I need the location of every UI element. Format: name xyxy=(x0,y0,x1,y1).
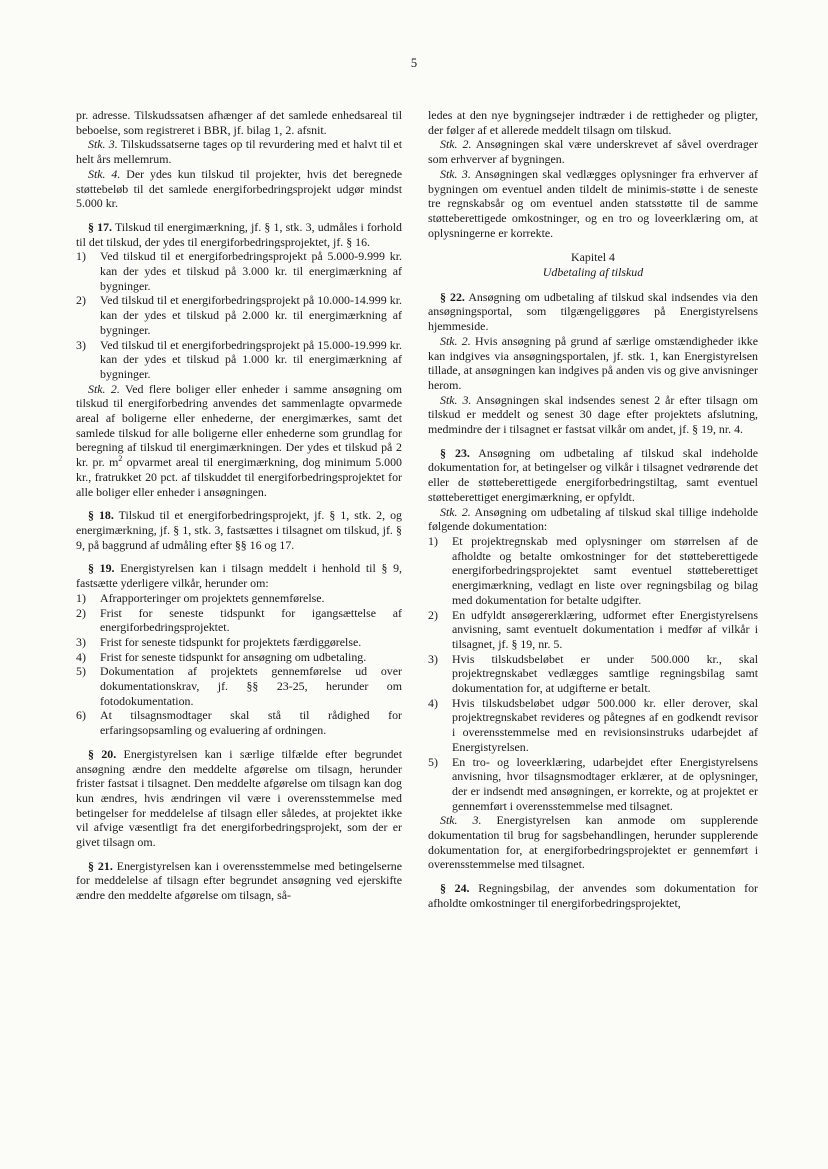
paragraph-text: Ansøgningen skal vedlægges oplysninger fra erhverver af bygningen om eventuel anden tildelt de minimis-støtte i de seneste tre regnskabsår og om eventuel anden statsstøtte til de samme støtteberettigede omkostninger, og en tro og loveerklæring om, at oplysningerne er korrekte. xyxy=(428,166,759,240)
list-text: Afrapporteringer om projektets gennemførelse. xyxy=(100,590,325,605)
section-text: Tilskud til et energiforbedringsprojekt, jf. § 1, stk. 2, og energimærkning, jf. § 1, stk. 3, fastsættes i tilsagnet om tilskud, jf. § 9, på baggrund af udmåling efter §§ 16 og 17. xyxy=(76,508,403,552)
list-number: 5) xyxy=(428,754,438,769)
section-18 xyxy=(76,508,402,552)
list-text: Frist for seneste tidspunkt for igangsættelse af energiforbedringsprojektet. xyxy=(100,605,402,635)
paragraph xyxy=(428,393,758,437)
paragraph-text: Ansøgningen skal være underskrevet af såvel overdrager som erhverver af bygningen. xyxy=(428,137,759,167)
stk-label: Stk. 2. xyxy=(440,504,471,519)
list-text: Et projektregnskab med oplysninger om størrelsen af de afholdte og betalte omkostninger for det støtteberettigede energiforbedringsprojektet samt eventuel støtteberettiget energimærkning, vedlagt en liste over regningsbilag og bilag med dokumentation for betalte udgifter. xyxy=(452,533,758,607)
paragraph-text: Ansøgningen skal indsendes senest 2 år efter tilsagn om tilskud er meddelt og senest 30 dage efter projektets afslutning, medmindre der i tilsagnet er fastsat vilkår om andet, jf. § 19, nr. 4. xyxy=(428,392,758,437)
paragraph xyxy=(428,505,758,534)
paragraph: pr. adresse. Tilskudssatsen afhænger af det samlede enhedsareal til beboelse, som registreret i BBR, jf. bilag 1, 2. afsnit. xyxy=(76,108,402,137)
list-text: En udfyldt ansøgererklæring, udformet efter Energistyrelsens anvisning, samt eventuelt dokumentation i medfør af vilkår i tilsagnet, jf. § 19, nr. 5. xyxy=(452,607,758,651)
section-text: Regningsbilag, der anvendes som dokumentation for afholdte omkostninger til energiforbedringsprojektet, xyxy=(428,881,759,910)
section-number: § 21. xyxy=(88,858,113,873)
list-item xyxy=(76,591,402,606)
paragraph-text: Ved flere boliger eller enheder i samme ansøgning om tilskud til energiforbedring anvendes det sammenlagte opvarmede areal af boligerne eller enhederne, der energimærkes, samt det samlede tilskud for alle boligerne eller enhederne som grundlag for beregning af tilskud til energimærkningen. Der ydes et tilskud på 2 kr. pr. m xyxy=(76,381,402,470)
section-text: Ansøgning om udbetaling af tilskud skal indsendes via den ansøgningsportal, som tilgængeliggøres på Energistyrelsens hjemmeside. xyxy=(428,289,759,334)
chapter-heading: Kapitel 4 xyxy=(571,250,615,265)
section-21 xyxy=(76,859,402,903)
list-text: Ved tilskud til et energiforbedringsprojekt på 10.000-14.999 kr. kan der ydes et tilskud på 2.000 kr. til energimærkning af bygninger. xyxy=(100,293,402,337)
list-number: 1) xyxy=(76,249,86,264)
stk-label: Stk. 3. xyxy=(440,166,471,181)
paragraph-text: Der ydes kun tilskud til projekter, hvis det beregnede støttebeløb til det samlede energiforbedringsprojekt udgør mindst 5.000 kr. xyxy=(76,166,403,211)
list-item xyxy=(428,696,758,755)
section-17-list xyxy=(76,249,402,381)
list-text: Frist for seneste tidspunkt for projektets færdiggørelse. xyxy=(100,634,362,649)
list-item xyxy=(76,249,402,293)
section-number: § 22. xyxy=(440,289,465,304)
superscript: 2 xyxy=(118,454,123,464)
list-number: 6) xyxy=(76,708,86,723)
list-text: En tro- og loveerklæring, udarbejdet efter Energistyrelsens anvisning, hvor tilsagnsmodtager erklærer, at de oplysninger, der er indsendt med ansøgningen, er korrekte, og at projektet er gennemført i overensstemmelse med tilsagnet. xyxy=(452,754,758,813)
list-item xyxy=(428,755,758,814)
chapter-title: Udbetaling af tilskud xyxy=(542,265,644,280)
paragraph-text: Hvis ansøgning på grund af særlige omstændigheder ikke kan indgives via ansøgningsportalen, jf. stk. 1, kan Energistyrelsen tillade, at ansøgningen kan indgives på anden vis og give anvisninger herom. xyxy=(428,333,759,392)
list-number: 5) xyxy=(76,664,86,679)
stk-label: Stk. 2. xyxy=(440,137,472,152)
list-item xyxy=(76,606,402,635)
list-item xyxy=(428,534,758,608)
paragraph: ledes at den nye bygningsejer indtræder i de rettigheder og pligter, der følger af et allerede meddelt tilsagn om tilskud. xyxy=(428,108,758,137)
right-column xyxy=(428,108,758,911)
list-number: 1) xyxy=(76,590,86,605)
list-item xyxy=(76,293,402,337)
stk-label: Stk. 2. xyxy=(440,333,471,348)
section-number: § 17. xyxy=(88,219,112,234)
paragraph-text: Tilskudssatserne tages op til revurdering med et halvt til et helt års mellemrum. xyxy=(76,137,402,167)
section-17 xyxy=(76,220,402,249)
list-number: 3) xyxy=(428,651,438,666)
list-text: Hvis tilskudsbeløbet er under 500.000 kr., skal projektregnskabet vedlægges samtlige regningsbilag samt dokumentation for, at udgifterne er betalt. xyxy=(452,651,758,696)
paragraph xyxy=(428,334,758,393)
section-22 xyxy=(428,290,758,334)
paragraph-text: opvarmet areal til energimærkning, dog minimum 5.000 kr., fratrukket 20 pct. af tilskuddet til energiforbedringsprojektet for alle boliger eller enheder i ansøgningen. xyxy=(76,455,402,499)
list-item xyxy=(428,608,758,652)
section-text: Ansøgning om udbetaling af tilskud skal indeholde dokumentation for, at betingelser og vilkår i tilsagnet vedrørende det eller de støtteberettigede energiforbedringstiltag, samt eventuel støtteberettiget energimærkning, er opfyldt. xyxy=(428,445,758,504)
section-19 xyxy=(76,561,402,590)
list-item xyxy=(76,338,402,382)
paragraph xyxy=(428,813,758,872)
paragraph-text: Ansøgning om udbetaling af tilskud skal tillige indeholde følgende dokumentation: xyxy=(428,504,758,534)
list-text: Ved tilskud til et energiforbedringsprojekt på 15.000-19.999 kr. kan der ydes et tilskud på 1.000 kr. til energimærkning af bygninger. xyxy=(100,337,402,381)
list-number: 1) xyxy=(428,533,438,548)
list-text: At tilsagnsmodtager skal stå til rådighed for erfaringsopsamling og evaluering af ordningen. xyxy=(100,708,402,738)
section-number: § 24. xyxy=(440,881,470,896)
stk-label: Stk. 3. xyxy=(440,392,472,407)
section-23-list xyxy=(428,534,758,813)
paragraph xyxy=(76,137,402,166)
stk-label: Stk. 3. xyxy=(440,813,482,828)
list-item xyxy=(76,708,402,737)
section-20 xyxy=(76,747,402,850)
section-text: Tilskud til energimærkning, jf. § 1, stk. 3, udmåles i forhold til det tilskud, der ydes til energiforbedringsprojektet, jf. § 16. xyxy=(76,219,402,249)
section-number: § 19. xyxy=(88,561,115,576)
section-number: § 23. xyxy=(440,445,470,460)
list-text: Dokumentation af projektets gennemførelse ud over dokumentationskrav, jf. §§ 23-25, herunder om fotodokumentation. xyxy=(100,664,402,708)
section-24 xyxy=(428,881,758,910)
page-number: 5 xyxy=(410,56,418,70)
list-number: 3) xyxy=(76,337,86,352)
list-text: Ved tilskud til et energiforbedringsprojekt på 5.000-9.999 kr. kan der ydes et tilskud på 3.000 kr. til energimærkning af bygninger. xyxy=(100,249,402,293)
list-number: 4) xyxy=(76,649,86,664)
section-text: Energistyrelsen kan i overensstemmelse med betingelserne for meddelelse af tilsagn efter begrundet ansøgning ved ejerskifte ændre den meddelte afgørelse om tilsagn, så- xyxy=(76,858,403,903)
list-item xyxy=(76,664,402,708)
left-column xyxy=(76,108,402,903)
stk-label: Stk. 2. xyxy=(88,381,120,396)
list-number: 4) xyxy=(428,695,438,710)
section-text: Energistyrelsen kan i særlige tilfælde efter begrundet ansøgning ændre den meddelte afgørelse om tilsagn, herunder frister fastsat i tilsagnet. Den meddelte afgørelse om tilsagn kan dog kun ændres, hvis ændringen vil være i overensstemmelse med betingelser for meddelelse af tilsagn eller således, at projektet ikke vil afvige væsentligt fra det energiforbedringsprojekt, som der er givet tilsagn om. xyxy=(76,746,403,850)
stk-label: Stk. 3. xyxy=(88,137,118,152)
list-number: 2) xyxy=(76,293,86,308)
paragraph xyxy=(428,137,758,166)
list-text: Hvis tilskudsbeløbet udgør 500.000 kr. eller derover, skal projektregnskabet revideres og påtegnes af en godkendt revisor i overensstemmelse med en revisionsinstruks udarbejdet af Energistyrelsen. xyxy=(452,695,758,754)
section-text: Energistyrelsen kan i tilsagn meddelt i henhold til § 9, fastsætte yderligere vilkår, herunder om: xyxy=(76,561,402,591)
section-23 xyxy=(428,446,758,505)
section-number: § 18. xyxy=(88,508,114,523)
paragraph xyxy=(76,167,402,211)
list-text: Frist for seneste tidspunkt for ansøgning om udbetaling. xyxy=(100,649,367,664)
list-item xyxy=(428,652,758,696)
section-19-list xyxy=(76,591,402,738)
stk-label: Stk. 4. xyxy=(88,166,121,181)
list-item xyxy=(76,650,402,665)
list-item xyxy=(76,635,402,650)
list-number: 2) xyxy=(428,607,438,622)
paragraph xyxy=(428,167,758,241)
section-number: § 20. xyxy=(88,746,117,761)
list-number: 3) xyxy=(76,634,86,649)
paragraph-text: Energistyrelsen kan anmode om supplerende dokumentation til brug for sagsbehandlingen, herunder supplerende dokumentation for, at energiforbedringsprojektet er gennemført i overensstemmelse med tilsagnet. xyxy=(428,813,758,872)
list-number: 2) xyxy=(76,605,86,620)
paragraph xyxy=(76,382,402,500)
